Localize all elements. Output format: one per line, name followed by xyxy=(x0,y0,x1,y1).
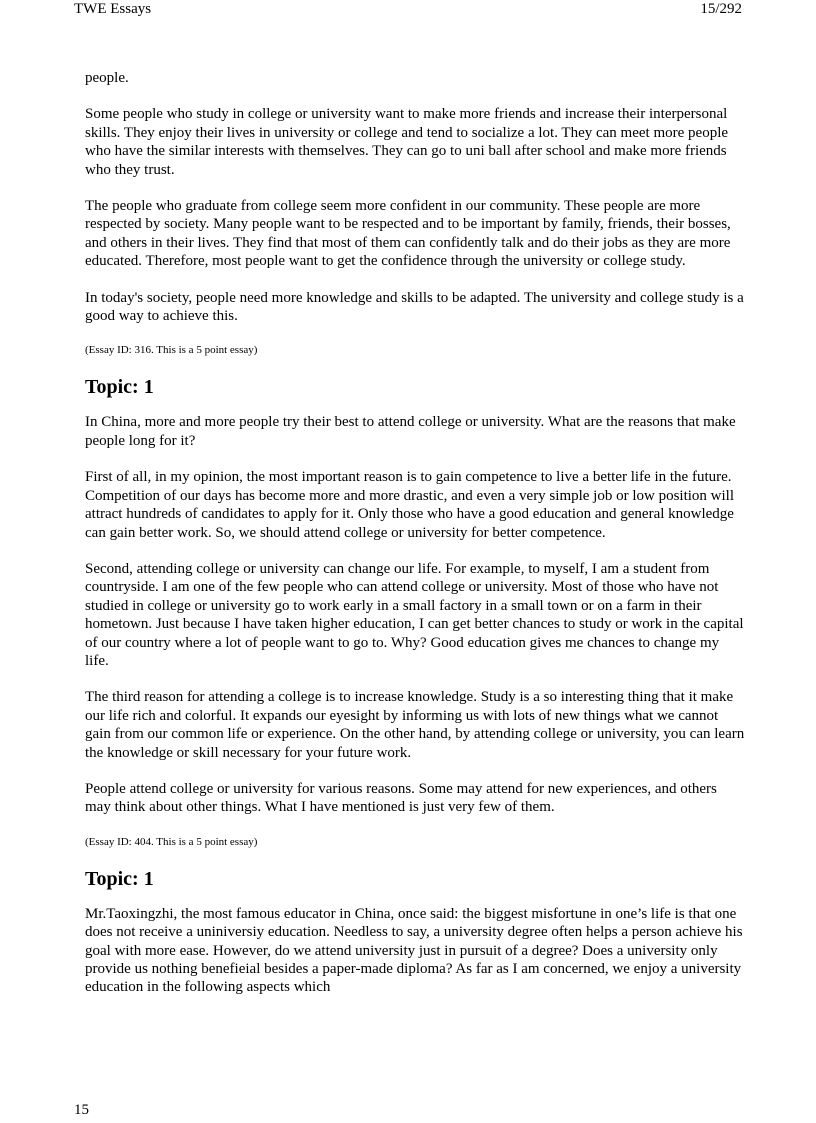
paragraph: The people who graduate from college seem more confident in our community. These people are more respected by society. Many people want to be respected and to be important by family, friends, their bosses, and others in their lives. They find that most of them can confidently talk and do their jobs as they are more educated. Therefore, most people want to get the confidence through the university or college study. xyxy=(85,198,731,270)
page-number: 15 xyxy=(74,1102,89,1118)
header-title: TWE Essays xyxy=(74,1,152,17)
document-body xyxy=(85,69,745,1015)
paragraph: First of all, in my opinion, the most important reason is to gain competence to live a better life in the future. Competition of our days has become more and more drastic, and even a very simple job or low position will attract hundreds of candidates to apply for it. Only those who have a good education and general knowledge can gain better work. So, we should attend college or university for better competence. xyxy=(85,469,735,541)
topic-heading: Topic: 1 xyxy=(85,867,154,890)
topic-heading: Topic: 1 xyxy=(85,376,154,399)
paragraph: people. xyxy=(85,70,129,86)
header-page-count: 15/292 xyxy=(700,1,742,17)
paragraph: Mr.Taoxingzhi, the most famous educator in China, once said: the biggest misfortune in one’s life is that one does not receive a uniniversiy education. Needless to say, a university degree often helps a person achieve his goal with more ease. However, do we attend university just in pursuit of a degree? Does a university only provide us nothing benefieial besides a paper-made diploma? As far as I am concerned, we enjoy a university education in the following aspects which xyxy=(85,905,743,996)
essay-note: (Essay ID: 404. This is a 5 point essay) xyxy=(85,835,258,848)
essay-note: (Essay ID: 316. This is a 5 point essay) xyxy=(85,344,258,357)
paragraph: Some people who study in college or university want to make more friends and increase their interpersonal skills. They enjoy their lives in university or college and tend to socialize a lot. They can meet more people who have the similar interests with themselves. They can go to uni ball after school and make more friends who they trust. xyxy=(85,106,729,178)
paragraph: Second, attending college or university can change our life. For example, to myself, I am a student from countryside. I am one of the few people who can attend college or university. Most of those who have not studied in college or university go to work early in a small factory in a small town or on a farm in their hometown. Just because I have taken higher education, I can get better chances to study or work in the capital of our country where a lot of people want to go to. Why? Good education gives me chances to change my life. xyxy=(85,560,744,669)
paragraph: In today's society, people need more knowledge and skills to be adapted. The university and college study is a good way to achieve this. xyxy=(85,289,744,325)
paragraph: In China, more and more people try their best to attend college or university. What are the reasons that make people long for it? xyxy=(85,414,736,449)
paragraph: The third reason for attending a college is to increase knowledge. Study is a so interesting thing that it make our life rich and colorful. It expands our eyesight by informing us with lots of new things what we cannot gain from our common life or experience. On the other hand, by attending college or university, you can learn the knowledge or skill necessary for your future work. xyxy=(85,689,745,761)
paragraph: People attend college or university for various reasons. Some may attend for new experiences, and others may think about other things. What I have mentioned is just very few of them. xyxy=(85,780,717,816)
